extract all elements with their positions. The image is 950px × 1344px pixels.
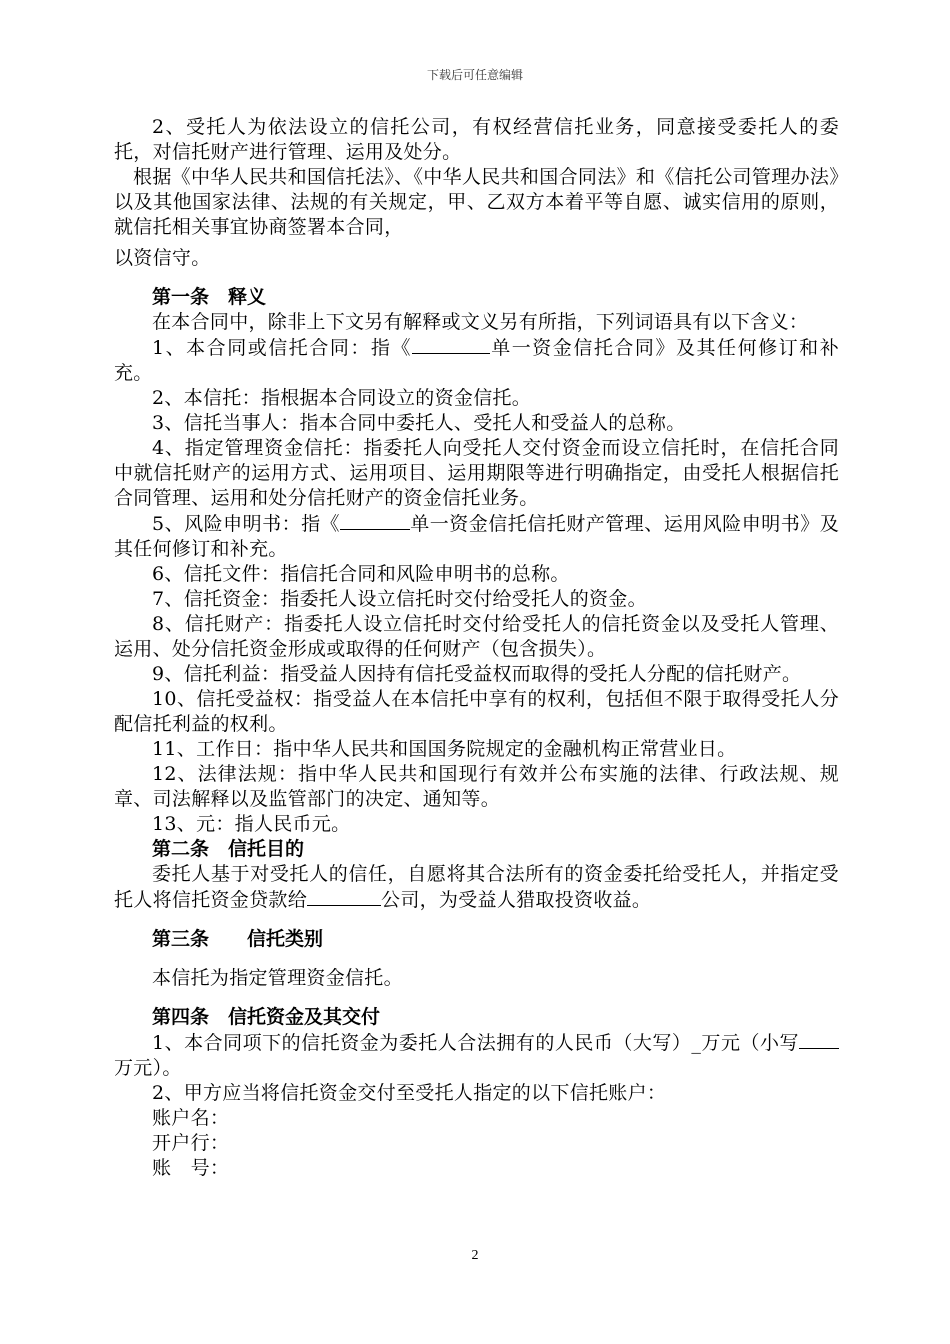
company-blank: [307, 887, 381, 906]
article-4-title: 第四条 信托资金及其交付: [152, 1006, 381, 1028]
document-body: [114, 115, 839, 1181]
account-name-line: 账户名：: [152, 1107, 230, 1129]
definition-10: 10、信托受益权：指受益人在本信托中享有的权利，包括但不限于取得受托人分配信托利益的权利。: [114, 688, 839, 735]
article-4-item-1: [114, 1030, 839, 1081]
paragraph-legal-basis: 根据《中华人民共和国信托法》、《中华人民共和国合同法》和《信托公司管理办法》以及其他国家法律、法规的有关规定，甲、乙双方本着平等自愿、诚实信用的原则，就信托相关事宜协商签署本合同，: [114, 166, 839, 238]
amount-blank: [799, 1030, 839, 1049]
definition-6: 6、信托文件：指信托合同和风险申明书的总称。: [152, 563, 570, 585]
article-2-text-b: 公司，为受益人猎取投资收益。: [381, 889, 652, 911]
definition-8: 8、信托财产：指委托人设立信托时交付给受托人的信托资金以及受托人管理、运用、处分信托资金形成或取得的任何财产（包含损失）。: [114, 613, 839, 660]
article-1-title: 第一条 释义: [152, 286, 267, 308]
article-3-text: 本信托为指定管理资金信托。: [152, 967, 403, 989]
article-1-intro: 在本合同中，除非上下文另有解释或文义另有所指，下列词语具有以下含义：: [152, 311, 809, 333]
definition-13: 13、元：指人民币元。: [152, 813, 351, 835]
definition-4: 4、指定管理资金信托：指委托人向受托人交付资金而设立信托时，在信托合同中就信托财产的运用方式、运用项目、运用期限等进行明确指定，由受托人根据信托合同管理、运用和处分信托财产的资金信托业务。: [114, 437, 839, 509]
paragraph-legal-basis-end: 以资信守。: [114, 247, 211, 269]
definition-11: 11、工作日：指中华人民共和国国务院规定的金融机构正常营业日。: [152, 738, 737, 760]
account-number-line: 账 号：: [152, 1157, 230, 1179]
article-2-text: [114, 862, 839, 913]
definition-1-text-b: 单一资金信托合同》及其任何修订和补充。: [114, 337, 839, 384]
article-3-title: 第三条 信托类别: [152, 928, 324, 950]
page-number: 2: [471, 1248, 479, 1263]
article-2-text-a: 委托人基于对受托人的信任，自愿将其合法所有的资金委托给受托人，并指定受托人将信托资金贷款给: [114, 863, 839, 911]
definition-5: [114, 511, 839, 562]
page-header: 下载后可任意编辑: [426, 68, 523, 82]
article-4-item-1-text-a: 1、本合同项下的信托资金为委托人合法拥有的人民币（大写）_万元（小写: [152, 1032, 799, 1054]
paragraph-trustee: 2、受托人为依法设立的信托公司，有权经营信托业务，同意接受委托人的委托，对信托财产进行管理、运用及处分。: [114, 116, 839, 163]
definition-12: 12、法律法规：指中华人民共和国现行有效并公布实施的法律、行政法规、规章、司法解释以及监管部门的决定、通知等。: [114, 763, 839, 810]
definition-2: 2、本信托：指根据本合同设立的资金信托。: [152, 387, 532, 409]
article-2-title: 第二条 信托目的: [152, 838, 305, 860]
definition-9: 9、信托利益：指受益人因持有信托受益权而取得的受托人分配的信托财产。: [152, 663, 802, 685]
definition-1: [114, 335, 839, 386]
contract-name-blank: [412, 335, 490, 354]
definition-3: 3、信托当事人：指本合同中委托人、受托人和受益人的总称。: [152, 412, 686, 434]
account-bank-line: 开户行：: [152, 1132, 230, 1154]
definition-5-text-b: 单一资金信托信托财产管理、运用风险申明书》及其任何修订和补充。: [114, 513, 839, 560]
article-4-item-2: 2、甲方应当将信托资金交付至受托人指定的以下信托账户：: [152, 1082, 667, 1104]
definition-1-text-a: 1、本合同或信托合同：指《: [152, 337, 412, 359]
definition-7: 7、信托资金：指委托人设立信托时交付给受托人的资金。: [152, 588, 647, 610]
definition-5-text-a: 5、风险申明书：指《: [152, 513, 341, 535]
article-4-item-1-text-b: 万元）。: [114, 1057, 182, 1079]
risk-statement-blank: [340, 511, 410, 530]
